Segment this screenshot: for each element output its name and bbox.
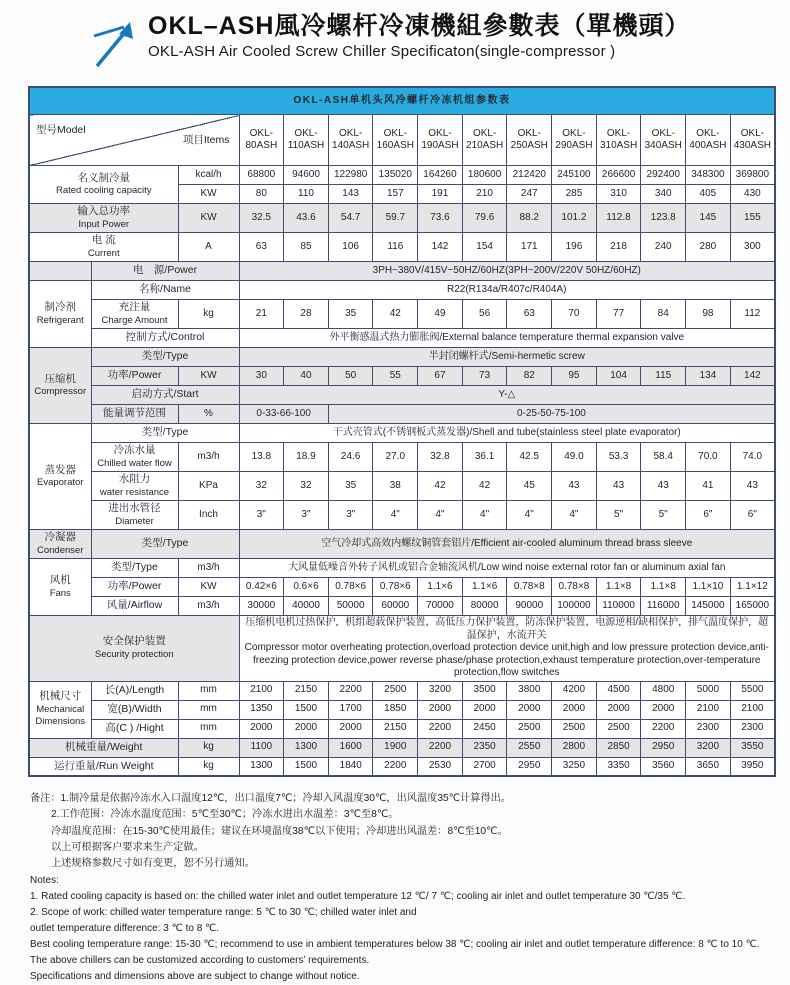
value-cell: 49 [418, 300, 463, 329]
unit-cell: m3/h [178, 559, 239, 578]
model-header-cell: OKL- 430ASH [730, 115, 775, 166]
value-cell: 1300 [284, 738, 329, 757]
value-cell: 32 [239, 472, 284, 501]
spec-table [28, 86, 776, 777]
value-cell: 104 [596, 367, 641, 386]
row-group-cell: 风机 Fans [29, 559, 91, 616]
value-cell: 3" [328, 501, 373, 530]
span-value-cell: 大风量低噪音外转子风机或铝合金轴流风机/Low wind noise external rotor fan or aluminum axial fan [239, 559, 775, 578]
value-cell: 1.1×6 [462, 578, 507, 597]
value-cell: 43 [552, 472, 597, 501]
value-cell: 41 [686, 472, 731, 501]
value-cell: 3200 [418, 681, 463, 700]
value-cell: 32.8 [418, 443, 463, 472]
value-cell: 405 [686, 185, 731, 204]
model-header-cell: OKL- 110ASH [284, 115, 329, 166]
value-cell: 73 [462, 367, 507, 386]
value-cell: 0.78×8 [552, 578, 597, 597]
value-cell: 2350 [462, 738, 507, 757]
unit-cell: m3/h [178, 443, 239, 472]
value-cell: 2000 [641, 700, 686, 719]
value-cell: 310 [596, 185, 641, 204]
row-label-cell: 电 流 Current [29, 233, 178, 262]
value-cell: 5000 [686, 681, 731, 700]
value-cell: 101.2 [552, 204, 597, 233]
row-label-cell: 水阻力 water resistance [91, 472, 178, 501]
value-cell: 4" [507, 501, 552, 530]
value-cell: 50000 [328, 597, 373, 616]
row-label-cell: 机械重量/Weight [29, 738, 178, 757]
value-cell: 348300 [686, 166, 731, 185]
unit-cell: KW [178, 204, 239, 233]
value-cell: 2100 [730, 700, 775, 719]
page-subtitle: OKL-ASH Air Cooled Screw Chiller Specificaton(single-compressor ) [148, 42, 616, 60]
value-cell: 2300 [686, 719, 731, 738]
unit-cell: kcal/h [178, 166, 239, 185]
value-cell: 2200 [641, 719, 686, 738]
value-cell: 56 [462, 300, 507, 329]
span-value-cell: R22(R134a/R407c/R404A) [239, 281, 775, 300]
unit-cell: mm [178, 700, 239, 719]
value-cell: 2500 [552, 719, 597, 738]
value-cell: 2000 [507, 700, 552, 719]
value-cell: 80 [239, 185, 284, 204]
span-value-cell: 0-25-50-75-100 [328, 405, 775, 424]
value-cell: 98 [686, 300, 731, 329]
value-cell: 2000 [552, 700, 597, 719]
value-cell: 2950 [507, 757, 552, 776]
value-cell: 3650 [686, 757, 731, 776]
value-cell: 68800 [239, 166, 284, 185]
value-cell: 4" [462, 501, 507, 530]
unit-cell: KW [178, 578, 239, 597]
value-cell: 1.1×8 [641, 578, 686, 597]
value-cell: 40 [284, 367, 329, 386]
row-label-cell: 名称/Name [91, 281, 239, 300]
note-line-en: Best cooling temperature range: 15-30 ℃; recommend to use in ambient temperatures below 38 ℃; cooling air inlet and outlet temperature difference: 8 ℃ to 10 ℃. [30, 938, 760, 950]
value-cell: 3800 [507, 681, 552, 700]
value-cell: 300 [730, 233, 775, 262]
value-cell: 2850 [596, 738, 641, 757]
value-cell: 2950 [641, 738, 686, 757]
value-cell: 38 [373, 472, 418, 501]
span-value-cell: 3PH~380V/415V~50HZ/60HZ(3PH~200V/220V 50HZ/60HZ) [239, 262, 775, 281]
unit-cell: KW [178, 185, 239, 204]
note-line-en: 1. Rated cooling capacity is based on: the chilled water inlet and outlet temperature 12 ℃/ 7 ℃; cooling air inlet and outlet temperature 30 ℃/35 ℃. [30, 890, 686, 902]
value-cell: 50 [328, 367, 373, 386]
value-cell: 100000 [552, 597, 597, 616]
value-cell: 1.1×6 [418, 578, 463, 597]
value-cell: 42 [418, 472, 463, 501]
value-cell: 116 [373, 233, 418, 262]
value-cell: 2200 [418, 719, 463, 738]
value-cell: 94600 [284, 166, 329, 185]
value-cell: 4" [552, 501, 597, 530]
value-cell: 4200 [552, 681, 597, 700]
value-cell: 35 [328, 300, 373, 329]
row-label-cell: 控制方式/Control [91, 329, 239, 348]
note-line-en: outlet temperature difference: 3 ℃ to 8 ℃. [30, 922, 220, 934]
row-label-cell: 类型/Type [91, 530, 239, 559]
unit-cell: A [178, 233, 239, 262]
value-cell: 3" [284, 501, 329, 530]
value-cell: 90000 [507, 597, 552, 616]
row-group-cell: 冷凝器 Condenser [29, 530, 91, 559]
value-cell: 106 [328, 233, 373, 262]
value-cell: 67 [418, 367, 463, 386]
row-group-cell: 蒸发器 Evaporator [29, 424, 91, 530]
value-cell: 3250 [552, 757, 597, 776]
unit-cell: kg [178, 300, 239, 329]
value-cell: 13.8 [239, 443, 284, 472]
value-cell: 59.7 [373, 204, 418, 233]
unit-cell: mm [178, 681, 239, 700]
row-group-cell: 制冷剂 Refrigerant [29, 281, 91, 348]
title-block [148, 12, 690, 60]
unit-cell: mm [178, 719, 239, 738]
value-cell: 247 [507, 185, 552, 204]
model-header-cell: OKL- 80ASH [239, 115, 284, 166]
value-cell: 27.0 [373, 443, 418, 472]
value-cell: 165000 [730, 597, 775, 616]
value-cell: 171 [507, 233, 552, 262]
value-cell: 1700 [328, 700, 373, 719]
value-cell: 112 [730, 300, 775, 329]
value-cell: 74.0 [730, 443, 775, 472]
corner-items-label: 项目Items [182, 134, 230, 146]
unit-cell: % [178, 405, 239, 424]
value-cell: 4800 [641, 681, 686, 700]
value-cell: 122980 [328, 166, 373, 185]
row-label-cell: 进出水管径 Diameter [91, 501, 178, 530]
unit-cell: Inch [178, 501, 239, 530]
model-header-cell: OKL- 400ASH [686, 115, 731, 166]
value-cell: 157 [373, 185, 418, 204]
value-cell: 85 [284, 233, 329, 262]
unit-cell: kg [178, 738, 239, 757]
value-cell: 218 [596, 233, 641, 262]
value-cell: 142 [418, 233, 463, 262]
value-cell: 63 [507, 300, 552, 329]
value-cell: 1500 [284, 757, 329, 776]
value-cell: 88.2 [507, 204, 552, 233]
value-cell: 63 [239, 233, 284, 262]
corner-model-label: 型号Model [36, 124, 86, 136]
row-label-cell: 输入总功率 Input Power [29, 204, 178, 233]
value-cell: 2000 [239, 719, 284, 738]
span-value-cell: 空气冷却式高效内螺纹铜管套铝片/Efficient air-cooled aluminum thread brass sleeve [239, 530, 775, 559]
value-cell: 116000 [641, 597, 686, 616]
value-cell: 115 [641, 367, 686, 386]
value-cell: 1100 [239, 738, 284, 757]
value-cell: 3550 [730, 738, 775, 757]
value-cell: 4500 [596, 681, 641, 700]
value-cell: 240 [641, 233, 686, 262]
row-label-cell: 高(C ) /Hight [91, 719, 178, 738]
value-cell: 35 [328, 472, 373, 501]
unit-cell: kg [178, 757, 239, 776]
value-cell: 143 [328, 185, 373, 204]
row-label-cell: 功率/Power [91, 367, 178, 386]
table-banner: OKL-ASH单机头风冷螺杆冷冻机组参数表 [29, 87, 775, 115]
value-cell: 30000 [239, 597, 284, 616]
model-header-cell: OKL- 290ASH [552, 115, 597, 166]
value-cell: 42.5 [507, 443, 552, 472]
value-cell: 4" [418, 501, 463, 530]
value-cell: 45 [507, 472, 552, 501]
note-line-zh: 以上可根据客户要求来生产定做。 [51, 841, 204, 853]
value-cell: 2500 [373, 681, 418, 700]
row-group-cell: 机械尺寸 Mechanical Dimensions [29, 681, 91, 738]
value-cell: 3500 [462, 681, 507, 700]
span-value-cell: 半封闭螺杆式/Semi-hermetic screw [239, 348, 775, 367]
empty-cell [29, 262, 91, 281]
value-cell: 80000 [462, 597, 507, 616]
value-cell: 73.6 [418, 204, 463, 233]
value-cell: 5500 [730, 681, 775, 700]
value-cell: 42 [373, 300, 418, 329]
model-header-cell: OKL- 140ASH [328, 115, 373, 166]
row-group-cell: 压缩机 Compressor [29, 348, 91, 424]
corner-cell [29, 115, 239, 166]
note-line-en: The above chillers can be customized according to customers’ requirements. [30, 954, 370, 966]
span-value-cell: 0-33-66-100 [239, 405, 328, 424]
row-label-cell: 运行重量/Run Weight [29, 757, 178, 776]
value-cell: 21 [239, 300, 284, 329]
value-cell: 245100 [552, 166, 597, 185]
value-cell: 43 [641, 472, 686, 501]
value-cell: 430 [730, 185, 775, 204]
value-cell: 1350 [239, 700, 284, 719]
value-cell: 2100 [239, 681, 284, 700]
model-header-cell: OKL- 190ASH [418, 115, 463, 166]
value-cell: 180600 [462, 166, 507, 185]
model-header-cell: OKL- 160ASH [373, 115, 418, 166]
span-value-cell: 外平衡感温式热力膨胀阀/External balance temperature thermal expansion valve [239, 329, 775, 348]
value-cell: 164260 [418, 166, 463, 185]
note-line-en: 2. Scope of work: chilled water temperature range: 5 ℃ to 30 ℃; chilled water inlet and [30, 906, 417, 918]
value-cell: 2000 [284, 719, 329, 738]
value-cell: 110 [284, 185, 329, 204]
value-cell: 110000 [596, 597, 641, 616]
model-header-cell: OKL- 210ASH [462, 115, 507, 166]
value-cell: 3200 [686, 738, 731, 757]
value-cell: 369800 [730, 166, 775, 185]
row-label-cell: 电 源/Power [91, 262, 239, 281]
value-cell: 155 [730, 204, 775, 233]
row-label-cell: 类型/Type [91, 424, 239, 443]
value-cell: 154 [462, 233, 507, 262]
value-cell: 0.6×6 [284, 578, 329, 597]
value-cell: 30 [239, 367, 284, 386]
value-cell: 82 [507, 367, 552, 386]
value-cell: 70.0 [686, 443, 731, 472]
spec-table-body [29, 87, 775, 776]
value-cell: 3" [239, 501, 284, 530]
value-cell: 2700 [462, 757, 507, 776]
value-cell: 60000 [373, 597, 418, 616]
value-cell: 2500 [596, 719, 641, 738]
doc-header [0, 0, 790, 86]
value-cell: 1840 [328, 757, 373, 776]
value-cell: 0.42×6 [239, 578, 284, 597]
value-cell: 70 [552, 300, 597, 329]
note-line-zh: 上述规格参数尺寸如有变更，恕不另行通知。 [51, 858, 255, 870]
row-label-cell: 安全保护装置 Security protection [29, 616, 239, 682]
model-header-cell: OKL- 310ASH [596, 115, 641, 166]
value-cell: 6" [730, 501, 775, 530]
value-cell: 196 [552, 233, 597, 262]
value-cell: 1.1×10 [686, 578, 731, 597]
value-cell: 145 [686, 204, 731, 233]
value-cell: 70000 [418, 597, 463, 616]
value-cell: 2300 [730, 719, 775, 738]
note-line-zh: 冷却温度范围：在15-30℃使用最佳；建议在环境温度38℃以下使用；冷却进出风温差：8℃至10℃。 [51, 825, 508, 837]
value-cell: 2200 [418, 738, 463, 757]
value-cell: 2450 [462, 719, 507, 738]
value-cell: 2100 [686, 700, 731, 719]
value-cell: 2500 [507, 719, 552, 738]
value-cell: 53.3 [596, 443, 641, 472]
value-cell: 55 [373, 367, 418, 386]
note-line-zh: 备注：1.制冷量是依据冷冻水入口温度12℃，出口温度7℃；冷却入风温度30℃，出风温度35℃计算得出。 [30, 793, 512, 804]
value-cell: 0.78×6 [328, 578, 373, 597]
value-cell: 6" [686, 501, 731, 530]
value-cell: 95 [552, 367, 597, 386]
span-value-cell: Y-△ [239, 386, 775, 405]
value-cell: 340 [641, 185, 686, 204]
value-cell: 134 [686, 367, 731, 386]
model-header-cell: OKL- 250ASH [507, 115, 552, 166]
value-cell: 266600 [596, 166, 641, 185]
value-cell: 2800 [552, 738, 597, 757]
value-cell: 123.8 [641, 204, 686, 233]
value-cell: 2530 [418, 757, 463, 776]
value-cell: 58.4 [641, 443, 686, 472]
value-cell: 1900 [373, 738, 418, 757]
row-label-cell: 功率/Power [91, 578, 178, 597]
value-cell: 40000 [284, 597, 329, 616]
value-cell: 28 [284, 300, 329, 329]
value-cell: 54.7 [328, 204, 373, 233]
row-label-cell: 类型/Type [91, 559, 178, 578]
value-cell: 1500 [284, 700, 329, 719]
value-cell: 210 [462, 185, 507, 204]
value-cell: 2200 [373, 757, 418, 776]
value-cell: 2000 [328, 719, 373, 738]
value-cell: 2550 [507, 738, 552, 757]
value-cell: 2000 [596, 700, 641, 719]
page-title: OKL–ASH風冷螺杆冷凍機組參數表（單機頭） [148, 12, 691, 40]
value-cell: 79.6 [462, 204, 507, 233]
arrow-up-right-icon [90, 18, 136, 70]
value-cell: 1.1×12 [730, 578, 775, 597]
row-label-cell: 启动方式/Start [91, 386, 239, 405]
value-cell: 3560 [641, 757, 686, 776]
value-cell: 5" [641, 501, 686, 530]
model-header-cell: OKL- 340ASH [641, 115, 686, 166]
unit-cell: KW [178, 367, 239, 386]
value-cell: 2150 [284, 681, 329, 700]
value-cell: 3350 [596, 757, 641, 776]
value-cell: 24.6 [328, 443, 373, 472]
row-label-cell: 充注量 Charge Amount [91, 300, 178, 329]
value-cell: 285 [552, 185, 597, 204]
row-label-cell: 类型/Type [91, 348, 239, 367]
value-cell: 36.1 [462, 443, 507, 472]
notes-title: Notes: [30, 874, 59, 886]
value-cell: 0.78×8 [507, 578, 552, 597]
row-label-cell: 冷冻水量 Chilled water flow [91, 443, 178, 472]
value-cell: 292400 [641, 166, 686, 185]
value-cell: 77 [596, 300, 641, 329]
value-cell: 1600 [328, 738, 373, 757]
value-cell: 145000 [686, 597, 731, 616]
value-cell: 18.9 [284, 443, 329, 472]
span-value-cell: 干式壳管式(不锈钢板式蒸发器)/Shell and tube(stainless steel plate evaporator) [239, 424, 775, 443]
value-cell: 2150 [373, 719, 418, 738]
unit-cell: m3/h [178, 597, 239, 616]
value-cell: 212420 [507, 166, 552, 185]
row-label-cell: 名义制冷量 Rated cooling capacity [29, 166, 178, 204]
row-label-cell: 长(A)/Length [91, 681, 178, 700]
value-cell: 42 [462, 472, 507, 501]
value-cell: 3950 [730, 757, 775, 776]
value-cell: 0.78×6 [373, 578, 418, 597]
value-cell: 84 [641, 300, 686, 329]
security-text-cell: 压缩机电机过热保护，机组超载保护装置，高低压力保护装置，防冻保护装置，电源逆相/缺相保护，排气温度保护，超温保护，水流开关 Compressor motor overheating protection,overload protection device unit,high and low pressure protection device,anti-freezing protection device,power reverse phase/phase protection,exhaust temperature protection,over-temperature protection,flow switches [239, 616, 775, 682]
value-cell: 2200 [328, 681, 373, 700]
note-line-en: Specifications and dimensions above are subject to change without notice. [30, 970, 360, 982]
row-label-cell: 宽(B)/Width [91, 700, 178, 719]
value-cell: 142 [730, 367, 775, 386]
row-label-cell: 风量/Airflow [91, 597, 178, 616]
row-label-cell: 能量调节范围 [91, 405, 178, 424]
value-cell: 2000 [418, 700, 463, 719]
value-cell: 112.8 [596, 204, 641, 233]
value-cell: 4" [373, 501, 418, 530]
note-line-zh: 2.工作范围：冷冻水温度范围：5℃至30℃；冷冻水进出水温差：3℃至8℃。 [51, 809, 399, 821]
value-cell: 280 [686, 233, 731, 262]
value-cell: 1.1×8 [596, 578, 641, 597]
value-cell: 135020 [373, 166, 418, 185]
value-cell: 43 [730, 472, 775, 501]
value-cell: 32.5 [239, 204, 284, 233]
value-cell: 49.0 [552, 443, 597, 472]
value-cell: 2000 [462, 700, 507, 719]
value-cell: 43 [596, 472, 641, 501]
unit-cell: KPa [178, 472, 239, 501]
value-cell: 191 [418, 185, 463, 204]
value-cell: 32 [284, 472, 329, 501]
value-cell: 5" [596, 501, 641, 530]
value-cell: 1850 [373, 700, 418, 719]
value-cell: 1300 [239, 757, 284, 776]
value-cell: 43.6 [284, 204, 329, 233]
